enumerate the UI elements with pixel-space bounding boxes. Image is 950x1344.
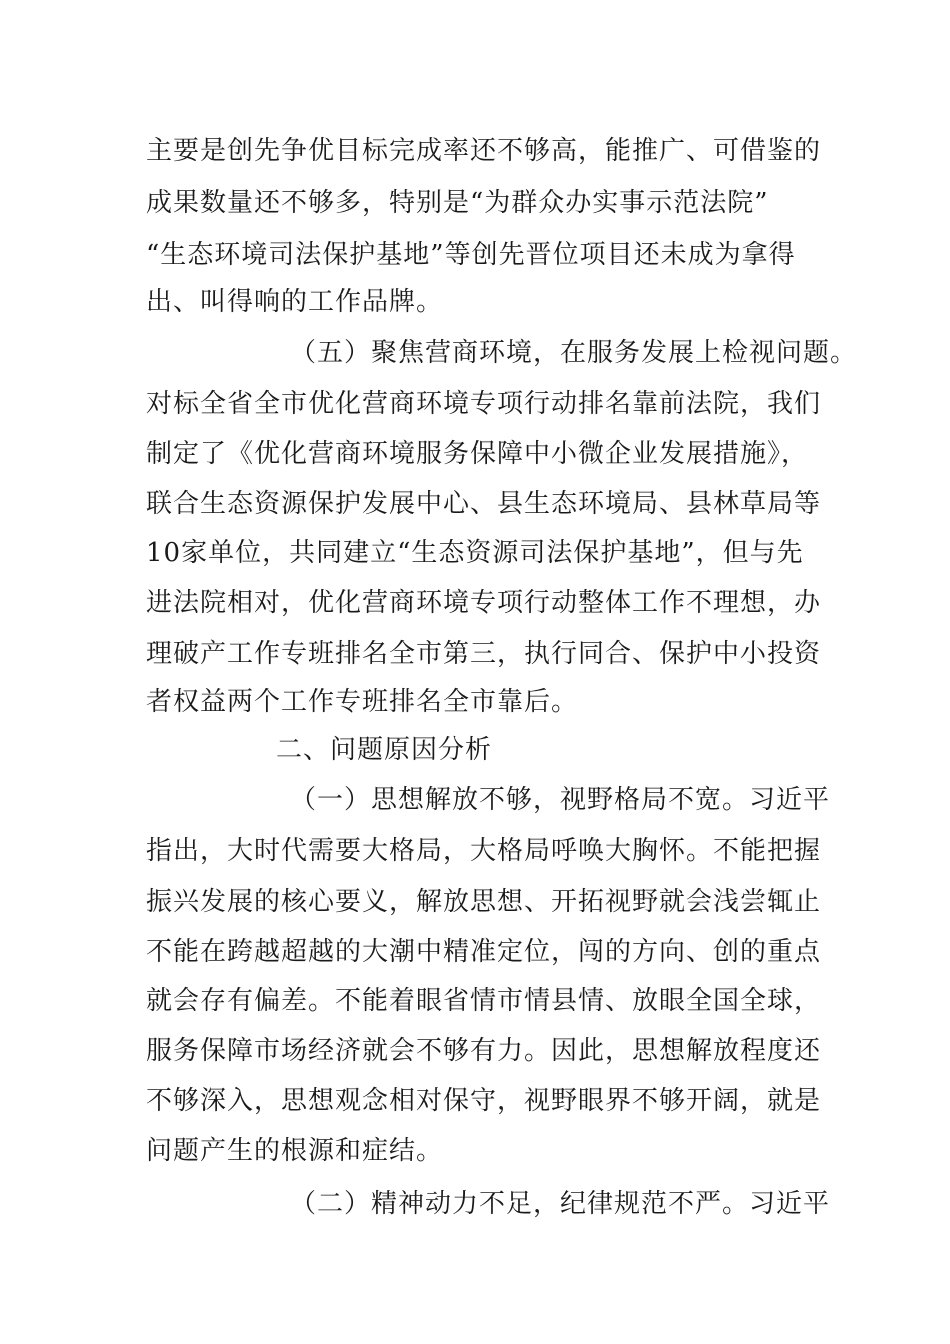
paragraph-line: 不够深入，思想观念相对保守，视野眼界不够开阔，就是: [146, 1086, 822, 1116]
paragraph-line: 就会存有偏差。不能着眼省情市情县情、放眼全国全球，: [146, 986, 822, 1016]
paragraph-line: 成果数量还不够多，特别是“为群众办实事示范法院”: [146, 188, 769, 218]
paragraph-line: 进法院相对，优化营商环境专项行动整体工作不理想，办: [146, 588, 822, 618]
section-heading-5: （五）聚焦营商环境，在服务发展上检视问题。: [290, 338, 858, 368]
paragraph-line: 不能在跨越超越的大潮中精准定位，闯的方向、创的重点: [146, 937, 822, 967]
paragraph-line: 问题产生的根源和症结。: [146, 1136, 444, 1166]
section-heading-2: （二）精神动力不足，纪律规范不严。习近平: [290, 1189, 831, 1219]
paragraph-line: 者权益两个工作专班排名全市靠后。: [146, 687, 579, 717]
paragraph-line: 理破产工作专班排名全市第三，执行同合、保护中小投资: [146, 639, 822, 669]
paragraph-line: 指出，大时代需要大格局，大格局呼唤大胸怀。不能把握: [146, 836, 822, 866]
paragraph-line: 制定了《优化营商环境服务保障中小微企业发展措施》，: [146, 439, 809, 469]
paragraph-line: 主要是创先争优目标完成率还不够高，能推广、可借鉴的: [146, 136, 822, 166]
paragraph-line: 出、叫得响的工作品牌。: [146, 287, 444, 317]
paragraph-line: 联合生态资源保护发展中心、县生态环境局、县林草局等: [146, 489, 822, 519]
paragraph-line: 振兴发展的核心要义，解放思想、开拓视野就会浅尝辄止: [146, 887, 822, 917]
paragraph-line: 10家单位，共同建立“生态资源司法保护基地”，但与先: [146, 538, 804, 568]
section-heading-1: （一）思想解放不够，视野格局不宽。习近平: [290, 785, 831, 815]
paragraph-line: “生态环境司法保护基地”等创先晋位项目还未成为拿得: [146, 240, 796, 270]
section-title-analysis: 二、问题原因分析: [276, 735, 493, 765]
paragraph-line: 服务保障市场经济就会不够有力。因此，思想解放程度还: [146, 1036, 822, 1066]
paragraph-line: 对标全省全市优化营商环境专项行动排名靠前法院，我们: [146, 389, 822, 419]
